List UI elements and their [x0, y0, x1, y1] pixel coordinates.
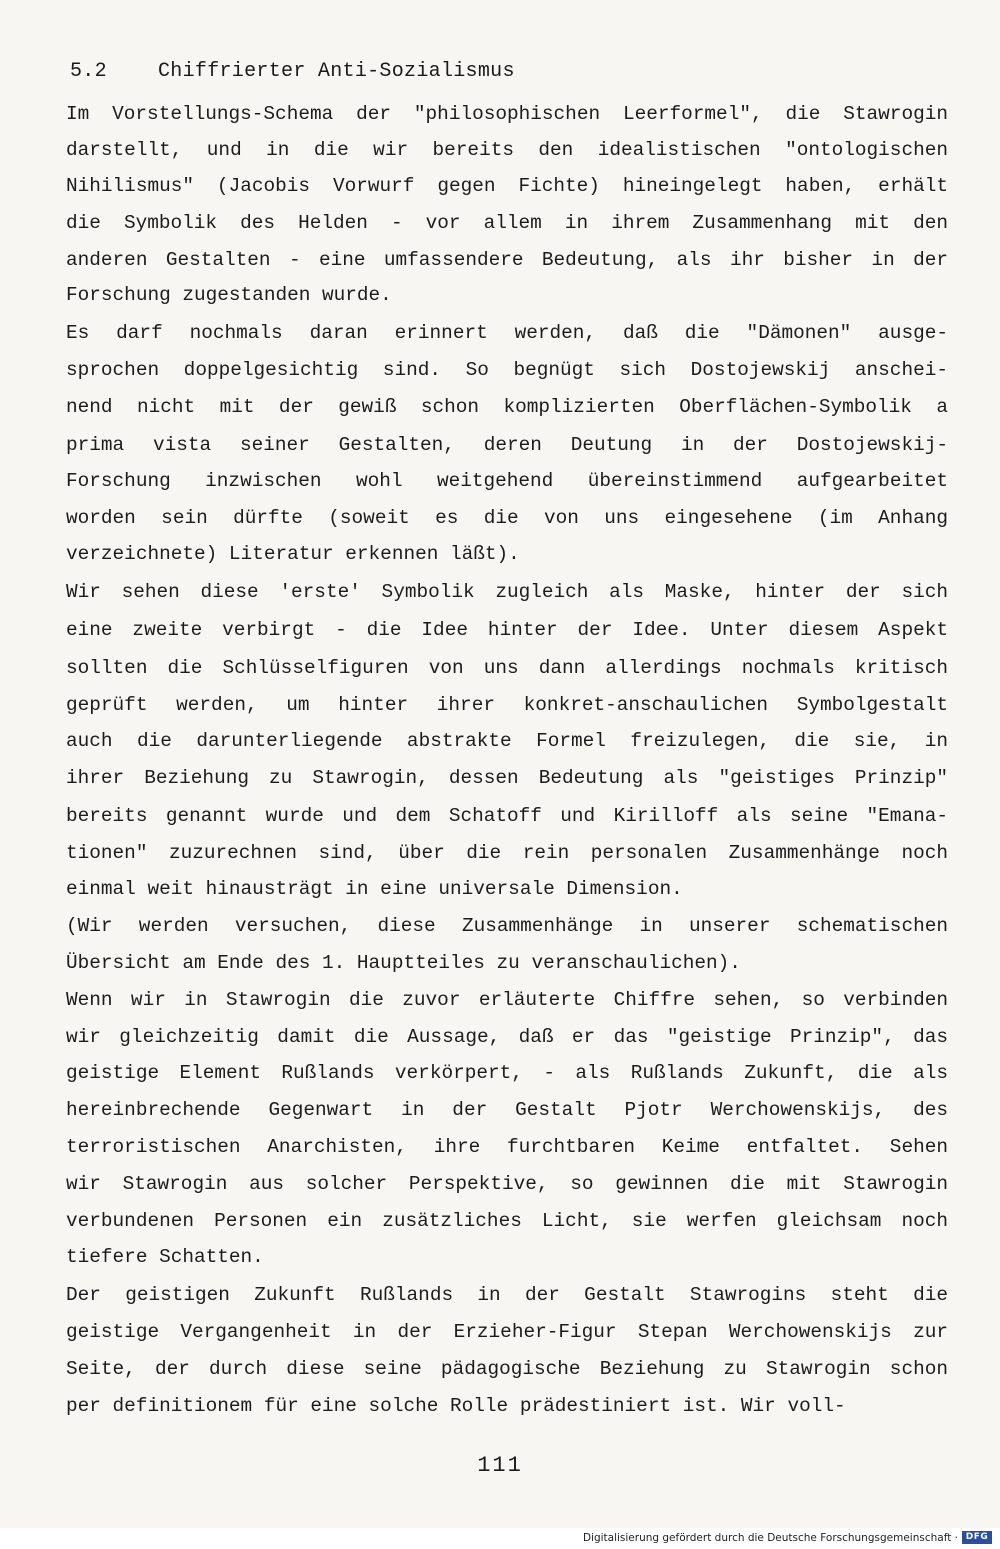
- text-line: darstellt, und in die wir bereits den idealistischen "ontologischen: [66, 139, 948, 161]
- text-line: einmal weit hinausträgt in eine universale Dimension.: [66, 878, 683, 900]
- section-title: Chiffrierter Anti-Sozialismus: [158, 60, 515, 83]
- footer-bar: [0, 1528, 1000, 1549]
- dfg-logo: DFG: [962, 1531, 992, 1544]
- text-line: per definitionem für eine solche Rolle prädestiniert ist. Wir voll-: [66, 1395, 846, 1417]
- text-line: (Wir werden versuchen, diese Zusammenhänge in unserer schematischen: [66, 915, 948, 937]
- text-line: Übersicht am Ende des 1. Hauptteiles zu veranschaulichen).: [66, 952, 741, 974]
- section-heading: [70, 60, 515, 83]
- text-line: auch die darunterliegende abstrakte Formel freizulegen, die sie, in: [66, 730, 948, 752]
- text-line: Im Vorstellungs-Schema der "philosophischen Leerformel", die Stawrogin: [66, 103, 948, 125]
- text-line: Seite, der durch diese seine pädagogische Beziehung zu Stawrogin schon: [66, 1358, 948, 1380]
- text-line: Wir sehen diese 'erste' Symbolik zugleich als Maske, hinter der sich: [66, 581, 948, 603]
- text-line: geistige Element Rußlands verkörpert, - als Rußlands Zukunft, die als: [66, 1062, 948, 1084]
- text-line: ihrer Beziehung zu Stawrogin, dessen Bedeutung als "geistiges Prinzip": [66, 767, 948, 789]
- text-line: verbundenen Personen ein zusätzliches Licht, sie werfen gleichsam noch: [66, 1210, 948, 1232]
- text-line: bereits genannt wurde und dem Schatoff und Kirilloff als seine "Emana-: [66, 805, 948, 827]
- funding-credit: Digitalisierung gefördert durch die Deutsche Forschungsgemeinschaft ·: [582, 1532, 958, 1544]
- text-line: anderen Gestalten - eine umfassendere Bedeutung, als ihr bisher in der: [66, 249, 948, 271]
- text-line: sprochen doppelgesichtig sind. So begnügt sich Dostojewskij anschei-: [66, 359, 948, 381]
- text-line: Der geistigen Zukunft Rußlands in der Gestalt Stawrogins steht die: [66, 1284, 948, 1306]
- section-number: 5.2: [70, 60, 107, 83]
- text-line: wir gleichzeitig damit die Aussage, daß er das "geistige Prinzip", das: [66, 1026, 948, 1048]
- text-line: tiefere Schatten.: [66, 1246, 264, 1268]
- text-line: geprüft werden, um hinter ihrer konkret-anschaulichen Symbolgestalt: [66, 694, 948, 716]
- text-line: prima vista seiner Gestalten, deren Deutung in der Dostojewskij-: [66, 434, 948, 456]
- text-line: terroristischen Anarchisten, ihre furchtbaren Keime entfaltet. Sehen: [66, 1136, 948, 1158]
- text-line: wir Stawrogin aus solcher Perspektive, so gewinnen die mit Stawrogin: [66, 1173, 948, 1195]
- page-number: 111: [477, 1453, 523, 1478]
- text-line: nend nicht mit der gewiß schon komplizierten Oberflächen-Symbolik a: [66, 396, 948, 418]
- text-line: tionen" zuzurechnen sind, über die rein personalen Zusammenhänge noch: [66, 842, 948, 864]
- text-line: Forschung zugestanden wurde.: [66, 284, 392, 306]
- text-line: eine zweite verbirgt - die Idee hinter der Idee. Unter diesem Aspekt: [66, 619, 948, 641]
- text-line: geistige Vergangenheit in der Erzieher-Figur Stepan Werchowenskijs zur: [66, 1321, 948, 1343]
- text-line: Nihilismus" (Jacobis Vorwurf gegen Fichte) hineingelegt haben, erhält: [66, 175, 948, 197]
- text-line: verzeichnete) Literatur erkennen läßt).: [66, 543, 520, 565]
- text-line: worden sein dürfte (soweit es die von uns eingesehene (im Anhang: [66, 507, 948, 529]
- text-line: Wenn wir in Stawrogin die zuvor erläuterte Chiffre sehen, so verbinden: [66, 989, 948, 1011]
- text-line: sollten die Schlüsselfiguren von uns dann allerdings nochmals kritisch: [66, 657, 948, 679]
- text-line: Forschung inzwischen wohl weitgehend übereinstimmend aufgearbeitet: [66, 470, 948, 492]
- text-line: Es darf nochmals daran erinnert werden, daß die "Dämonen" ausge-: [66, 322, 948, 344]
- text-line: hereinbrechende Gegenwart in der Gestalt Pjotr Werchowenskijs, des: [66, 1099, 948, 1121]
- text-line: die Symbolik des Helden - vor allem in ihrem Zusammenhang mit den: [66, 212, 948, 234]
